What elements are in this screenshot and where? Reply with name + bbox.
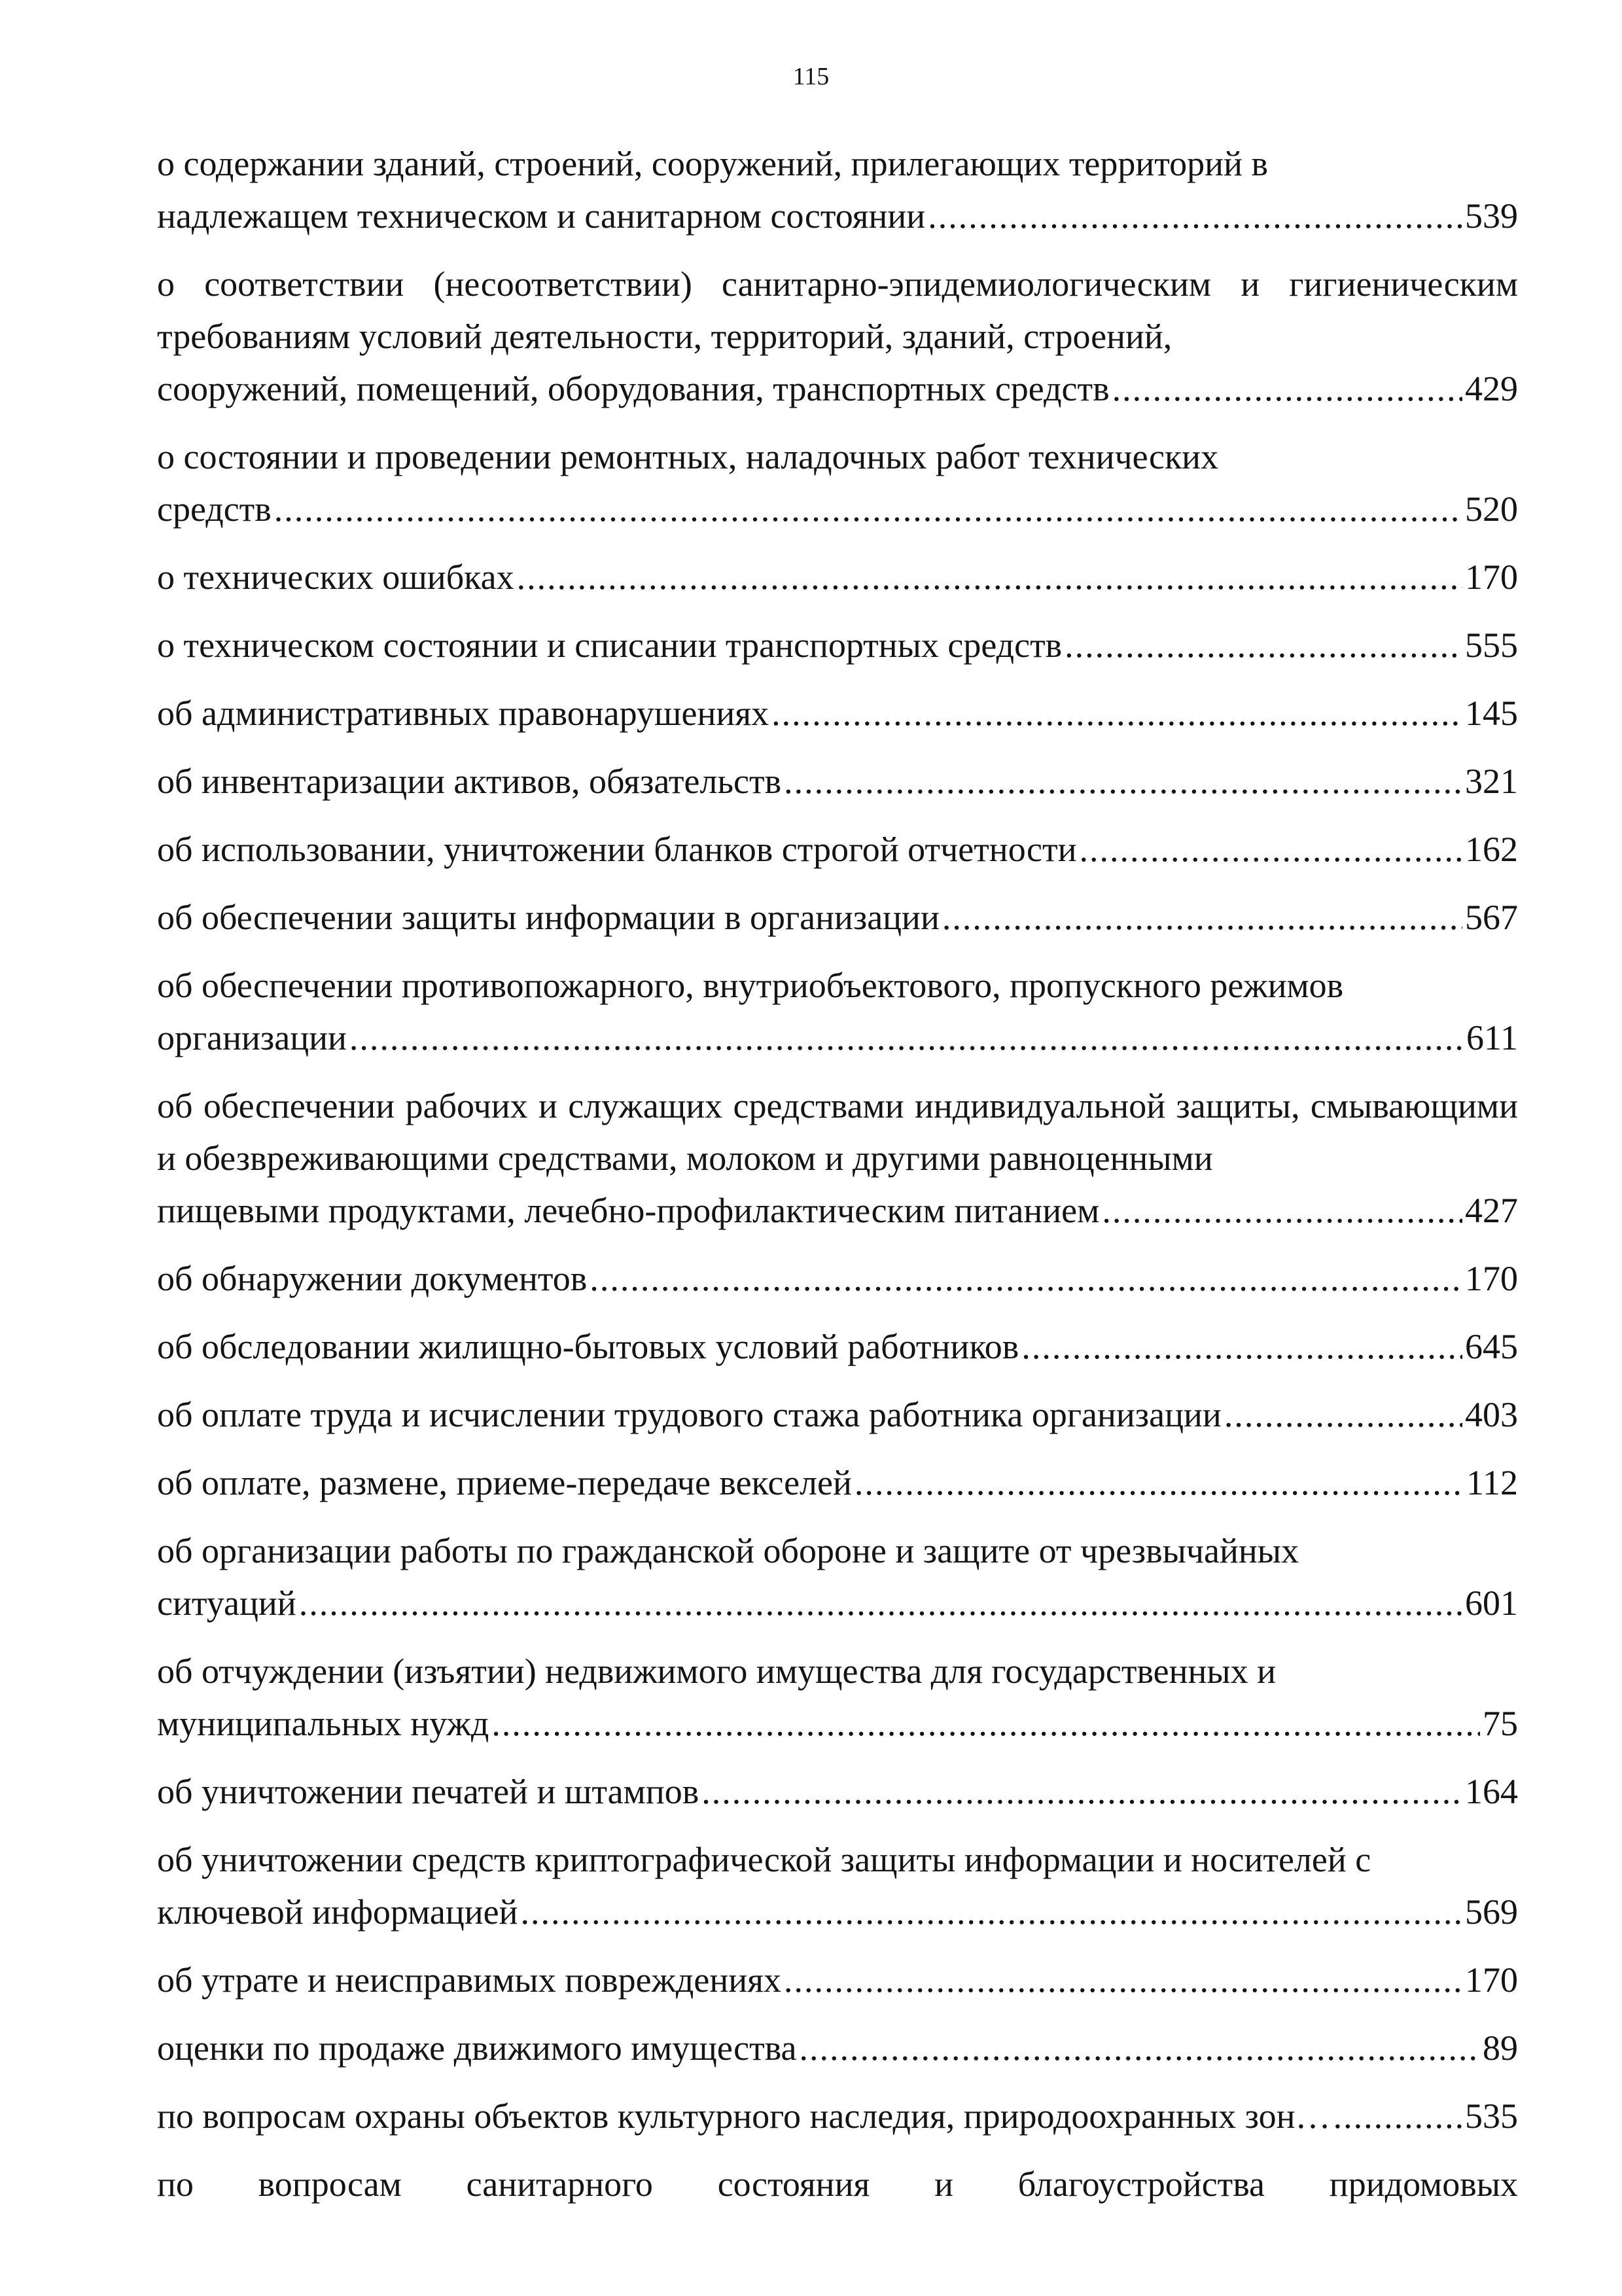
index-entry-last-line: сооружений, помещений, оборудования, транспортных средств — [157, 369, 1110, 408]
index-entry — [157, 1954, 1518, 2006]
trailing-line: по вопросам санитарного состояния и благоустройства придомовых — [157, 2164, 1518, 2204]
index-entry-page: 429 — [1465, 369, 1518, 408]
index-entry — [157, 1833, 1518, 1938]
dot-leader — [942, 891, 1462, 944]
index-entry-page: 567 — [1465, 898, 1518, 937]
index-entry-last-line: о техническом состоянии и списании транспортных средств — [157, 626, 1063, 665]
dot-leader — [928, 190, 1462, 242]
index-list — [157, 137, 1518, 2210]
index-entry-last-line: организации — [157, 1018, 347, 1057]
index-entry-page: 89 — [1483, 2028, 1518, 2068]
dot-leader — [590, 1252, 1462, 1305]
index-entry — [157, 687, 1518, 739]
dot-leader — [517, 551, 1462, 603]
index-entry-last-line: муниципальных нужд — [157, 1704, 489, 1743]
index-entry-leader — [157, 1954, 1518, 2006]
index-entry-last-line: об обнаружении документов — [157, 1259, 588, 1298]
index-entry — [157, 551, 1518, 603]
dot-leader — [1102, 1184, 1462, 1237]
index-entry-last-line: об обеспечении защиты информации в организации — [157, 898, 940, 937]
index-entry-leader — [157, 1577, 1518, 1629]
index-entry — [157, 619, 1518, 671]
index-entry-last-line: об использовании, уничтожении бланков строгой отчетности — [157, 830, 1077, 869]
index-entry — [157, 1320, 1518, 1373]
index-entry-leader — [157, 891, 1518, 944]
index-entry-last-line: средств — [157, 489, 272, 529]
index-entry-page: 403 — [1465, 1395, 1518, 1434]
index-entry — [157, 258, 1518, 415]
dot-leader — [855, 1457, 1464, 1509]
index-entry-leader — [157, 1320, 1518, 1373]
index-entry-last-line: пищевыми продуктами, лечебно-профилактическим питанием — [157, 1191, 1100, 1230]
index-entry-leader — [157, 483, 1518, 535]
index-entry-text: об отчуждении (изъятии) недвижимого имущества для государственных и — [157, 1651, 1277, 1691]
index-entry-text: о соответствии (несоответствии) санитарно-эпидемиологическим и гигиеническим требованиям условий деятельности, территорий, зданий, строений, — [157, 264, 1518, 356]
index-entry-page: 145 — [1465, 694, 1518, 733]
index-entry-page: 520 — [1465, 489, 1518, 529]
index-entry-text: об уничтожении средств криптографической защиты информации и носителей с — [157, 1840, 1371, 1879]
dot-leader — [1065, 619, 1462, 671]
index-entry-last-line: надлежащем техническом и санитарном состоянии — [157, 196, 926, 236]
index-entry-last-line: об оплате труда и исчислении трудового стажа работника организации — [157, 1395, 1222, 1434]
dot-leader — [491, 1697, 1480, 1750]
index-entry-leader — [157, 619, 1518, 671]
index-entry-page: 170 — [1465, 1259, 1518, 1298]
index-entry-page: 569 — [1465, 1892, 1518, 1932]
index-entry-page: 170 — [1465, 557, 1518, 597]
index-entry-leader — [157, 687, 1518, 739]
dot-leader — [1021, 1320, 1462, 1373]
index-entry — [157, 755, 1518, 807]
index-entries — [157, 137, 1518, 2142]
index-entry-page: 601 — [1465, 1583, 1518, 1623]
index-entry-leader — [157, 1252, 1518, 1305]
index-entry-leader — [157, 1886, 1518, 1938]
index-entry — [157, 1645, 1518, 1750]
dot-leader — [771, 687, 1462, 739]
index-entry-last-line: по вопросам охраны объектов культурного наследия, природоохранных зон… — [157, 2096, 1331, 2136]
index-entry-last-line: об административных правонарушениях — [157, 694, 769, 733]
dot-leader — [784, 755, 1462, 807]
index-entry — [157, 431, 1518, 535]
dot-leader — [701, 1765, 1462, 1818]
index-entry-leader — [157, 2090, 1518, 2142]
index-entry-last-line: об уничтожении печатей и штампов — [157, 1772, 699, 1811]
dot-leader — [349, 1012, 1464, 1064]
index-entry-page: 170 — [1465, 1960, 1518, 2000]
index-entry-leader — [157, 1697, 1518, 1750]
index-entry-page: 162 — [1465, 830, 1518, 869]
dot-leader — [1224, 1388, 1462, 1441]
index-entry — [157, 823, 1518, 875]
index-entry-last-line: ключевой информацией — [157, 1892, 518, 1932]
index-entry — [157, 891, 1518, 944]
index-entry-leader — [157, 1388, 1518, 1441]
index-entry-page: 321 — [1465, 762, 1518, 801]
index-entry-leader — [157, 1012, 1518, 1064]
index-entry-page: 427 — [1465, 1191, 1518, 1230]
index-entry-last-line: ситуаций — [157, 1583, 296, 1623]
index-entry-last-line: об утрате и неисправимых повреждениях — [157, 1960, 781, 2000]
index-entry — [157, 1388, 1518, 1441]
index-entry-page: 539 — [1465, 196, 1518, 236]
index-entry-page: 611 — [1466, 1018, 1518, 1057]
page-number: 115 — [792, 63, 830, 90]
index-entry-last-line: об инвентаризации активов, обязательств — [157, 762, 782, 801]
index-entry-page: 535 — [1465, 2096, 1518, 2136]
index-entry-leader — [157, 190, 1518, 242]
index-entry-last-line: об обследовании жилищно-бытовых условий работников — [157, 1327, 1019, 1366]
index-entry-text: об обеспечении рабочих и служащих средствами индивидуальной защиты, смывающими и обезвреживающими средствами, молоком и другими равноценными — [157, 1086, 1518, 1178]
index-entry-leader — [157, 823, 1518, 875]
index-entry — [157, 1525, 1518, 1629]
index-entry-text: о состоянии и проведении ремонтных, наладочных работ технических — [157, 437, 1219, 476]
index-entry-leader — [157, 1765, 1518, 1818]
index-entry-leader — [157, 2022, 1518, 2074]
index-entry — [157, 1765, 1518, 1818]
index-entry — [157, 1252, 1518, 1305]
index-entry-text: об обеспечении противопожарного, внутриобъектового, пропускного режимов — [157, 966, 1344, 1005]
index-entry-page: 645 — [1465, 1327, 1518, 1366]
index-entry-page: 164 — [1465, 1772, 1518, 1811]
index-entry-leader — [157, 551, 1518, 603]
index-entry-last-line: оценки по продаже движимого имущества — [157, 2028, 797, 2068]
index-entry-last-line: об оплате, размене, приеме-передаче векселей — [157, 1463, 852, 1502]
index-entry — [157, 2022, 1518, 2074]
index-entry — [157, 137, 1518, 242]
dot-leader — [799, 2022, 1480, 2074]
index-entry-page: 75 — [1483, 1704, 1518, 1743]
dot-leader — [1333, 2090, 1462, 2142]
index-entry-leader — [157, 1184, 1518, 1237]
dot-leader — [784, 1954, 1462, 2006]
dot-leader — [1080, 823, 1462, 875]
index-entry — [157, 1080, 1518, 1237]
index-entry — [157, 2090, 1518, 2142]
index-entry-leader — [157, 362, 1518, 415]
index-entry-leader — [157, 1457, 1518, 1509]
index-entry-page: 555 — [1465, 626, 1518, 665]
index-entry — [157, 1457, 1518, 1509]
dot-leader — [274, 483, 1462, 535]
index-entry — [157, 959, 1518, 1064]
index-entry-page: 112 — [1466, 1463, 1518, 1502]
dot-leader — [521, 1886, 1462, 1938]
index-entry-last-line: о технических ошибках — [157, 557, 514, 597]
dot-leader — [1112, 362, 1462, 415]
index-entry-text: о содержании зданий, строений, сооружений, прилегающих территорий в — [157, 144, 1268, 183]
index-entry-text: об организации работы по гражданской обороне и защите от чрезвычайных — [157, 1531, 1299, 1570]
dot-leader — [299, 1577, 1462, 1629]
index-entry-leader — [157, 755, 1518, 807]
